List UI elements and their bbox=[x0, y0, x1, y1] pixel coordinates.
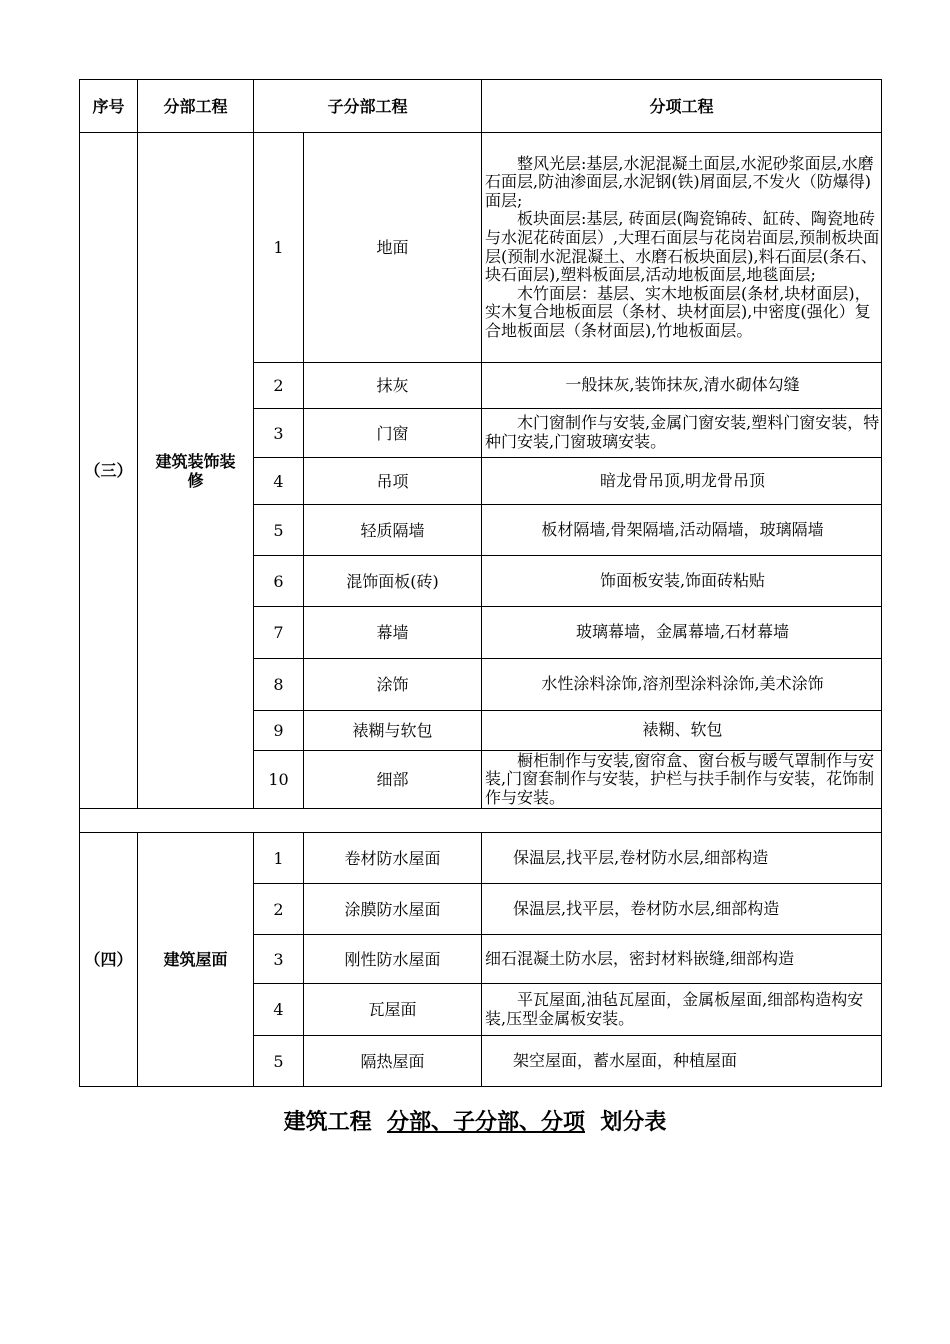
row-subdivision: 混饰面板(砖) bbox=[304, 556, 482, 607]
row-subdivision: 涂饰 bbox=[304, 659, 482, 711]
row-subdivision: 幕墙 bbox=[304, 607, 482, 659]
row-subdivision: 隔热屋面 bbox=[304, 1036, 482, 1087]
row-num: 1 bbox=[254, 833, 304, 884]
row-num: 8 bbox=[254, 659, 304, 711]
table-row bbox=[80, 833, 882, 884]
spacer-row bbox=[80, 809, 882, 833]
row-items: 板材隔墙,骨架隔墙,活动隔墙，玻璃隔墙 bbox=[482, 505, 882, 556]
row-items: 架空屋面，蓄水屋面，种植屋面 bbox=[482, 1036, 882, 1087]
row-subdivision: 卷材防水屋面 bbox=[304, 833, 482, 884]
item-text: 板块面层:基层, 砖面层(陶瓷锦砖、缸砖、陶瓷地砖与水泥花砖面层）,大理石面层与花岗岩面层,预制板块面层(预制水泥混凝土、水磨石板块面层),料石面层(条石、块石面层),塑料板面层,活动地板面层,地毯面层; bbox=[485, 209, 880, 285]
row-items: 暗龙骨吊顶,明龙骨吊顶 bbox=[482, 458, 882, 505]
row-subdivision: 抹灰 bbox=[304, 363, 482, 409]
row-items: 保温层,找平层，卷材防水层,细部构造 bbox=[482, 884, 882, 935]
item-text: 木竹面层：基层、实木地板面层(条材,块材面层)，实木复合地板面层（条材、块材面层),中密度(强化）复合地板面层（条材面层),竹地板面层。 bbox=[485, 283, 871, 340]
section-division: 建筑屋面 bbox=[138, 833, 254, 1087]
header-no: 序号 bbox=[80, 80, 138, 133]
division-table bbox=[79, 79, 882, 1087]
row-items bbox=[482, 133, 882, 363]
row-subdivision: 裱糊与软包 bbox=[304, 711, 482, 751]
row-items: 水性涂料涂饰,溶剂型涂料涂饰,美术涂饰 bbox=[482, 659, 882, 711]
row-num: 5 bbox=[254, 1036, 304, 1087]
row-items bbox=[482, 409, 882, 458]
row-subdivision: 地面 bbox=[304, 133, 482, 363]
row-subdivision: 刚性防水屋面 bbox=[304, 935, 482, 984]
header-subdivision: 子分部工程 bbox=[254, 80, 482, 133]
row-items: 裱糊、软包 bbox=[482, 711, 882, 751]
spacer-cell bbox=[80, 809, 882, 833]
title-part-b: 分部、子分部、分项 bbox=[386, 1110, 585, 1135]
item-text: 木门窗制作与安装,金属门窗安装,塑料门窗安装，特种门安装,门窗玻璃安装。 bbox=[485, 413, 880, 451]
page-title bbox=[0, 1105, 950, 1136]
title-part-c: 划分表 bbox=[600, 1110, 667, 1135]
row-num: 2 bbox=[254, 884, 304, 935]
row-num: 4 bbox=[254, 458, 304, 505]
row-subdivision: 涂膜防水屋面 bbox=[304, 884, 482, 935]
item-text: 橱柜制作与安装,窗帘盒、窗台板与暖气罩制作与安装,门窗套制作与安装，护栏与扶手制作与安装，花饰制作与安装。 bbox=[485, 750, 875, 807]
title-part-a: 建筑工程 bbox=[283, 1110, 372, 1135]
row-num: 10 bbox=[254, 751, 304, 809]
header-division: 分部工程 bbox=[138, 80, 254, 133]
section-division: 建筑装饰装修 bbox=[138, 133, 254, 809]
row-items: 一般抹灰,装饰抹灰,清水砌体勾缝 bbox=[482, 363, 882, 409]
row-num: 1 bbox=[254, 133, 304, 363]
row-subdivision: 轻质隔墙 bbox=[304, 505, 482, 556]
row-items: 玻璃幕墙，金属幕墙,石材幕墙 bbox=[482, 607, 882, 659]
row-num: 2 bbox=[254, 363, 304, 409]
row-subdivision: 吊项 bbox=[304, 458, 482, 505]
row-num: 3 bbox=[254, 935, 304, 984]
row-items: 保温层,找平层,卷材防水层,细部构造 bbox=[482, 833, 882, 884]
header-row bbox=[80, 80, 882, 133]
row-subdivision: 门窗 bbox=[304, 409, 482, 458]
row-subdivision: 细部 bbox=[304, 751, 482, 809]
row-num: 6 bbox=[254, 556, 304, 607]
row-num: 4 bbox=[254, 984, 304, 1036]
row-items bbox=[482, 984, 882, 1036]
item-text: 整风光层:基层,水泥混凝土面层,水泥砂浆面层,水磨石面层,防油渗面层,水泥钢(铁)屑面层,不发火（防爆得)面层; bbox=[485, 153, 874, 210]
row-subdivision: 瓦屋面 bbox=[304, 984, 482, 1036]
row-num: 9 bbox=[254, 711, 304, 751]
row-num: 7 bbox=[254, 607, 304, 659]
item-text: 平瓦屋面,油毡瓦屋面，金属板屋面,细部构造构安装,压型金属板安装。 bbox=[485, 989, 864, 1028]
section-no: （四） bbox=[80, 833, 138, 1087]
row-num: 5 bbox=[254, 505, 304, 556]
header-items: 分项工程 bbox=[482, 80, 882, 133]
row-items: 饰面板安装,饰面砖粘贴 bbox=[482, 556, 882, 607]
row-items bbox=[482, 751, 882, 809]
row-items: 细石混凝土防水层，密封材料嵌缝,细部构造 bbox=[482, 935, 882, 984]
section-no: （三） bbox=[80, 133, 138, 809]
table-row bbox=[80, 133, 882, 363]
row-num: 3 bbox=[254, 409, 304, 458]
